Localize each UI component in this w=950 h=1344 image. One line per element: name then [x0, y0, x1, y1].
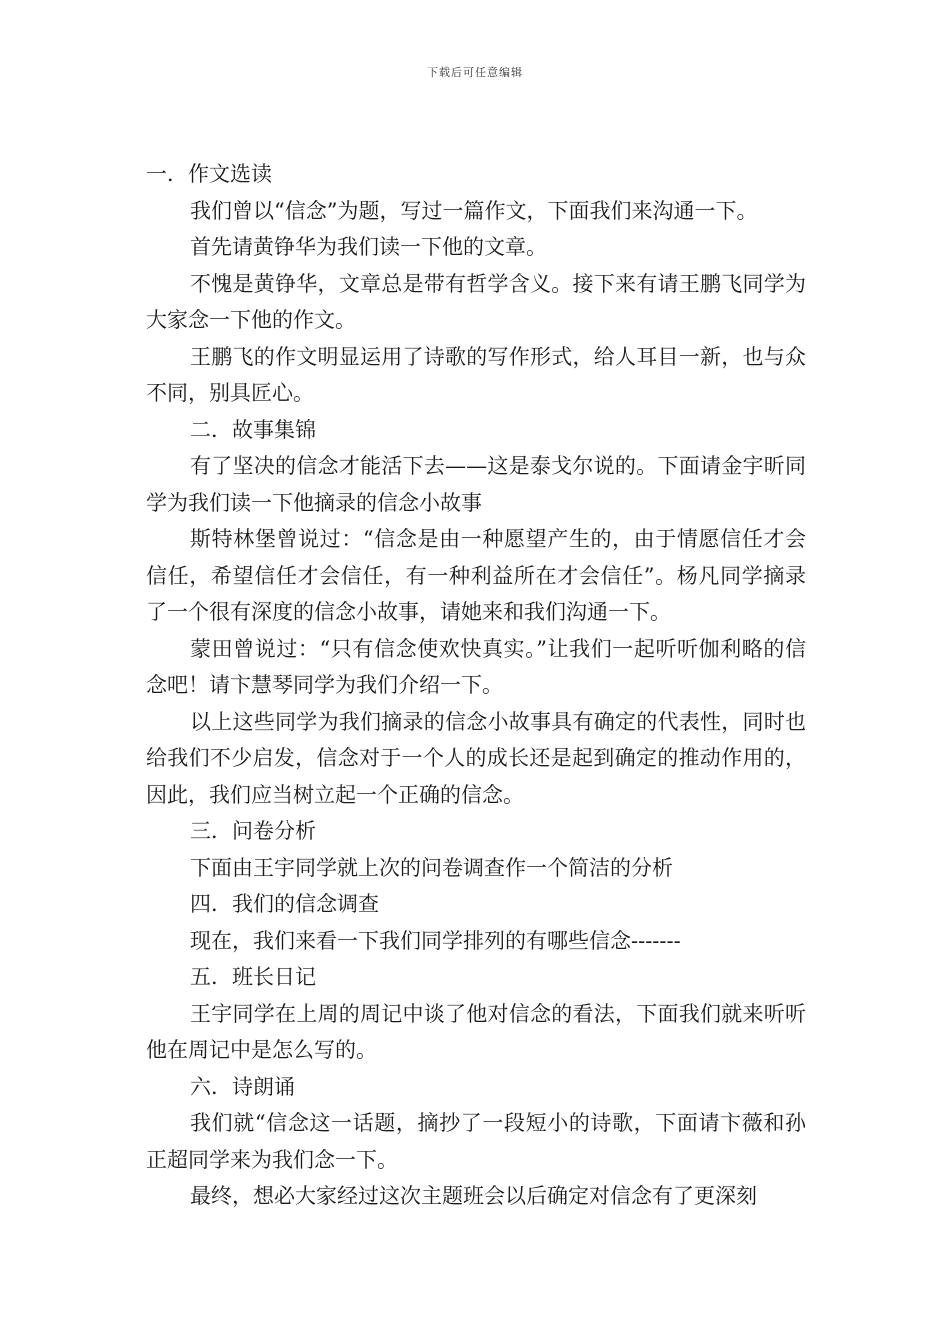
paragraph: 现在，我们来看一下我们同学排列的有哪些信念------- — [190, 928, 681, 953]
section-heading: 一．作文选读 — [146, 162, 272, 186]
paragraph: 蒙田曾说过：“只有信念使欢快真实。”让我们一起听听伽利略的信念吧！请卞慧琴同学为我们介绍一下。 — [146, 636, 806, 697]
paragraph: 最终，想必大家经过这次主题班会以后确定对信念有了更深刻 — [190, 1184, 757, 1208]
paragraph: 我们曾以“信念”为题，写过一篇作文，下面我们来沟通一下。 — [190, 198, 758, 223]
section-heading: 二．故事集锦 — [190, 417, 316, 442]
section-heading: 五．班长日记 — [190, 965, 316, 989]
paragraph: 下面由王宇同学就上次的问卷调查作一个简洁的分析 — [190, 855, 673, 880]
paragraph: 首先请黄铮华为我们读一下他的文章。 — [190, 235, 547, 259]
paragraph: 以上这些同学为我们摘录的信念小故事具有确定的代表性，同时也给我们不少启发，信念对于一个人的成长还是起到确定的推动作用的，因此，我们应当树立起一个正确的信念。 — [146, 709, 806, 807]
paragraph: 斯特林堡曾说过：“信念是由一种愿望产生的，由于情愿信任才会信任，希望信任才会信任，有一种利益所在才会信任”。杨凡同学摘录了一个很有深度的信念小故事，请她来和我们沟通一下。 — [146, 527, 806, 624]
section-heading: 三．问卷分析 — [190, 819, 316, 843]
section-heading: 六．诗朗诵 — [190, 1074, 295, 1099]
paragraph: 有了坚决的信念才能活下去——这是泰戈尔说的。下面请金宇昕同学为我们读一下他摘录的信念小故事 — [146, 454, 806, 515]
page-header: 下载后可任意编辑 — [427, 66, 523, 79]
paragraph: 王鹏飞的作文明显运用了诗歌的写作形式，给人耳目一新，也与众不同，别具匠心。 — [146, 344, 806, 405]
section-heading: 四．我们的信念调查 — [190, 892, 379, 916]
paragraph: 我们就“信念这一话题，摘抄了一段短小的诗歌，下面请卞薇和孙正超同学来为我们念一下。 — [146, 1111, 806, 1172]
paragraph: 不愧是黄铮华，文章总是带有哲学含义。接下来有请王鹏飞同学为大家念一下他的作文。 — [146, 271, 806, 332]
document-body — [146, 156, 806, 1215]
paragraph: 王宇同学在上周的周记中谈了他对信念的看法，下面我们就来听听他在周记中是怎么写的。 — [146, 1001, 806, 1062]
